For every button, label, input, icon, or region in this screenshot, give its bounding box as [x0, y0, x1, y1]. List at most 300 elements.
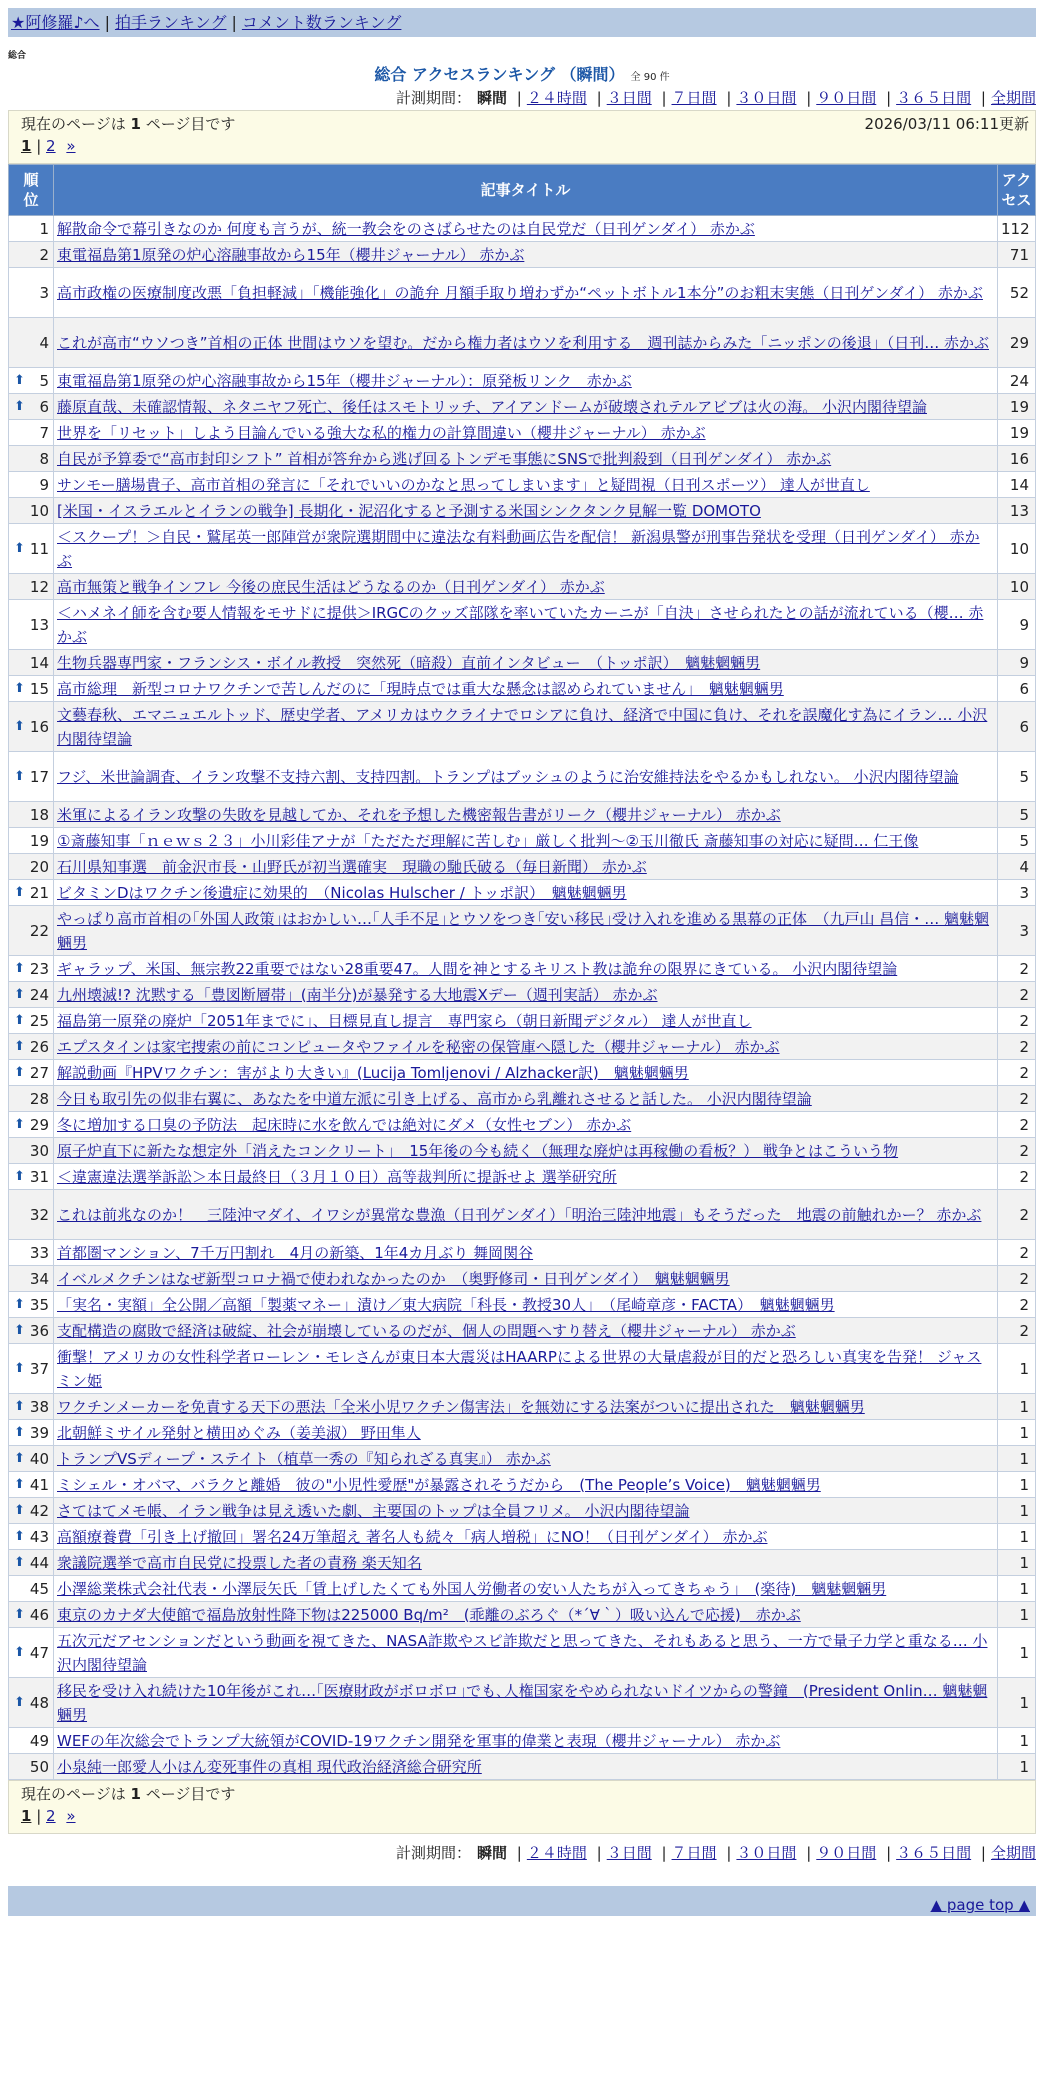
table-row [9, 216, 1036, 242]
rank-cell [9, 368, 54, 394]
up-arrow-icon: ⬆ [14, 1360, 25, 1376]
table-row [9, 956, 1036, 982]
article-link[interactable]: エプスタインは家宅捜索の前にコンピュータやファイルを秘密の保管庫へ隠した（櫻井ジャーナル） 赤かぶ [57, 1037, 780, 1056]
table-row [9, 1034, 1036, 1060]
up-arrow-icon: ⬆ [14, 960, 25, 976]
rank-cell [9, 318, 54, 368]
rank-number: 33 [29, 1243, 49, 1262]
article-link[interactable]: ミシェル・オバマ、バラクと離婚 彼の"小児性愛歴"が暴露されそうだから (The People’s Voice) 魑魅魍魎男 [57, 1475, 821, 1494]
article-link[interactable]: 自民が予算委で“高市封印シフト” 首相が答弁から逃げ回るトンデモ事態にSNSで批判殺到（日刊ゲンダイ） 赤かぶ [57, 449, 832, 468]
period-link-3d[interactable]: ３日間 [606, 89, 652, 107]
period-link-30d[interactable]: ３０日間 [736, 89, 797, 107]
table-row [9, 1754, 1036, 1780]
rank-number: 45 [29, 1579, 49, 1598]
title-cell [54, 574, 998, 600]
access-count: 5 [998, 802, 1036, 828]
rank-cell [9, 600, 54, 650]
rank-number: 2 [39, 245, 49, 264]
title-cell [54, 828, 998, 854]
up-arrow-icon: ⬆ [14, 1116, 25, 1132]
title-cell [54, 1498, 998, 1524]
up-arrow-icon: ⬆ [14, 1064, 25, 1080]
table-row [9, 1550, 1036, 1576]
article-link[interactable]: [米国・イスラエルとイランの戦争] 長期化・泥沼化すると予測する米国シンクタンク見解一覧 DOMOTO [57, 501, 761, 520]
ranking-table [8, 164, 1036, 1780]
rank-cell [9, 1446, 54, 1472]
article-link[interactable]: 五次元だアセンションだという動画を視てきた、NASA詐欺やスピ詐欺だと思ってきた、それもあると思う、一方で量子力学と重なる… 小沢内閣待望論 [57, 1631, 988, 1674]
rank-cell [9, 524, 54, 574]
title-cell [54, 1292, 998, 1318]
rank-cell [9, 446, 54, 472]
rank-number: 35 [29, 1295, 49, 1314]
article-link[interactable]: 小泉純一郎愛人小はん変死事件の真相 現代政治経済総合研究所 [57, 1757, 482, 1776]
table-row [9, 368, 1036, 394]
page-1-current: 1 [21, 137, 32, 155]
title-cell [54, 1138, 998, 1164]
access-count: 4 [998, 854, 1036, 880]
rank-number: 46 [29, 1605, 49, 1624]
period-link-24h[interactable]: ２４時間 [526, 89, 587, 107]
article-link[interactable]: ＜スクープ！＞自民・鷲尾英一郎陣営が衆院選期間中に違法な有料動画広告を配信！ 新潟県警が刑事告発状を受理（日刊ゲンダイ） 赤かぶ [57, 527, 980, 570]
period-link-90d[interactable]: ９０日間 [816, 89, 877, 107]
table-row [9, 1318, 1036, 1344]
table-row [9, 1344, 1036, 1394]
access-count: 2 [998, 1292, 1036, 1318]
page [8, 8, 1036, 1916]
article-link[interactable]: 藤原直哉、未確認情報、ネタニヤフ死亡、後任はスモトリッチ、アイアンドームが破壊されテルアビブは火の海。 小沢内閣待望論 [57, 397, 927, 416]
access-count: 29 [998, 318, 1036, 368]
title-cell [54, 1344, 998, 1394]
rank-number: 15 [29, 679, 49, 698]
period-link-90d[interactable]: ９０日間 [816, 1844, 877, 1862]
rank-number: 25 [29, 1011, 49, 1030]
rank-cell [9, 1240, 54, 1266]
period-label: 計測期間： [395, 1844, 471, 1862]
ranking-table-body [9, 216, 1036, 1780]
access-count: 2 [998, 1086, 1036, 1112]
rank-number: 48 [29, 1693, 49, 1712]
article-link[interactable]: 文藝春秋、エマニュエルトッド、歴史学者、アメリカはウクライナでロシアに負け、経済で中国に負け、それを誤魔化す為にイラン… 小沢内閣待望論 [57, 705, 988, 748]
article-link[interactable]: 衆議院選挙で高市自民党に投票した者の責務 楽天知名 [57, 1553, 422, 1572]
table-row [9, 752, 1036, 802]
access-count: 16 [998, 446, 1036, 472]
rank-number: 18 [29, 805, 49, 824]
rank-cell [9, 1472, 54, 1498]
title-cell [54, 1628, 998, 1678]
comment-ranking-link[interactable]: コメント数ランキング [241, 13, 402, 32]
up-arrow-icon: ⬆ [14, 1398, 25, 1414]
article-link[interactable]: 東電福島第1原発の炉心溶融事故から15年（櫻井ジャーナル）：原発板リンク 赤かぶ [57, 371, 632, 390]
article-link[interactable]: これは前兆なのか！ 三陸沖マダイ、イワシが異常な豊漁（日刊ゲンダイ）「明治三陸沖地震」もそうだった 地震の前触れかー？ 赤かぶ [57, 1205, 982, 1224]
rank-number: 44 [29, 1553, 49, 1572]
title-cell [54, 242, 998, 268]
nav-separator: | [231, 13, 237, 32]
rank-number: 5 [39, 371, 49, 390]
rank-number: 43 [29, 1527, 49, 1546]
rank-cell [9, 1318, 54, 1344]
rank-number: 31 [29, 1167, 49, 1186]
article-link[interactable]: 東電福島第1原発の炉心溶融事故から15年（櫻井ジャーナル） 赤かぶ [57, 245, 525, 264]
access-header: アク セス [998, 165, 1036, 216]
title-cell [54, 1086, 998, 1112]
article-link[interactable]: サンモー膳場貴子、高市首相の発言に「それでいいのかなと思ってしまいます」と疑問視（日刊スポーツ） 達人が世直し [57, 475, 870, 494]
rank-number: 29 [29, 1115, 49, 1134]
title-cell [54, 1678, 998, 1728]
rank-number: 21 [29, 883, 49, 902]
rank-cell [9, 880, 54, 906]
access-count: 10 [998, 574, 1036, 600]
access-count: 2 [998, 1034, 1036, 1060]
access-count: 1 [998, 1344, 1036, 1394]
table-row [9, 1420, 1036, 1446]
table-row [9, 1292, 1036, 1318]
article-link[interactable]: やっぱり高市首相の｢外国人政策｣はおかしい…｢人手不足｣とウソをつき｢安い移民｣受け入れを進める黒幕の正体 （九戸山 昌信・… 魑魅魍魎男 [57, 909, 990, 952]
article-link[interactable]: 世界を「リセット」しよう目論んでいる強大な私的権力の計算間違い（櫻井ジャーナル） 赤かぶ [57, 423, 706, 442]
up-arrow-icon: ⬆ [14, 986, 25, 1002]
title-cell [54, 1318, 998, 1344]
title-cell [54, 880, 998, 906]
page-2-link[interactable]: 2 [46, 1807, 56, 1825]
rank-number: 40 [29, 1449, 49, 1468]
article-link[interactable]: ワクチンメーカーを免責する天下の悪法「全米小児ワクチン傷害法」を無効にする法案がついに提出された 魑魅魍魎男 [57, 1397, 865, 1416]
rank-cell [9, 420, 54, 446]
table-row [9, 1138, 1036, 1164]
rank-cell [9, 1498, 54, 1524]
title-cell [54, 1472, 998, 1498]
home-link[interactable]: ★阿修羅♪へ [11, 13, 100, 32]
title-cell [54, 368, 998, 394]
access-count: 2 [998, 1240, 1036, 1266]
up-arrow-icon: ⬆ [14, 1606, 25, 1622]
title-cell [54, 268, 998, 318]
access-count: 13 [998, 498, 1036, 524]
article-link[interactable]: 首都圏マンション、7千万円割れ 4月の新築、1年4カ月ぶり 舞岡関谷 [57, 1243, 534, 1262]
rank-number: 10 [29, 501, 49, 520]
title-cell [54, 1164, 998, 1190]
title-cell [54, 956, 998, 982]
title-cell [54, 906, 998, 956]
table-row [9, 1472, 1036, 1498]
rank-number: 37 [29, 1359, 49, 1378]
title-cell [54, 1240, 998, 1266]
table-row [9, 600, 1036, 650]
table-row [9, 1498, 1036, 1524]
title-cell [54, 752, 998, 802]
title-cell [54, 1524, 998, 1550]
table-row [9, 1524, 1036, 1550]
page-title-box [8, 64, 1036, 86]
article-link[interactable]: 冬に増加する口臭の予防法 起床時に水を飲んでは絶対にダメ（女性セブン） 赤かぶ [57, 1115, 632, 1134]
access-count: 2 [998, 1060, 1036, 1086]
title-header: 記事タイトル [54, 165, 998, 216]
access-count: 9 [998, 650, 1036, 676]
title-cell [54, 1602, 998, 1628]
access-count: 1 [998, 1394, 1036, 1420]
rank-number: 36 [29, 1321, 49, 1340]
article-link[interactable]: WEFの年次総会でトランプ大統領がCOVID-19ワクチン開発を軍事的偉業と表現（櫻井ジャーナル） 赤かぶ [57, 1731, 781, 1750]
rank-number: 9 [39, 475, 49, 494]
rank-number: 11 [29, 539, 49, 558]
access-count: 10 [998, 524, 1036, 574]
article-link[interactable]: 福島第一原発の廃炉「2051年までに」、目標見直し提言 専門家ら（朝日新聞デジタル） 達人が世直し [57, 1011, 752, 1030]
page-links: 1 | 2 » [21, 137, 76, 155]
rank-cell [9, 650, 54, 676]
table-row [9, 906, 1036, 956]
title-cell [54, 802, 998, 828]
rank-cell [9, 854, 54, 880]
rank-number: 32 [29, 1205, 49, 1224]
rank-number: 28 [29, 1089, 49, 1108]
title-cell [54, 1008, 998, 1034]
article-link[interactable]: 東京のカナダ大使館で福島放射性降下物は225000 Bq/m² (乖離のぶろぐ（*´∀｀）吸い込んで応援) 赤かぶ [57, 1605, 801, 1624]
table-row [9, 1266, 1036, 1292]
access-count: 2 [998, 1266, 1036, 1292]
access-count: 2 [998, 1164, 1036, 1190]
article-link[interactable]: フジ、米世論調査、イラン攻撃不支持六割、支持四割。トランプはブッシュのように治安維持法をやるかもしれない。 小沢内閣待望論 [57, 767, 959, 786]
rank-cell [9, 268, 54, 318]
rank-cell [9, 1420, 54, 1446]
article-link[interactable]: イベルメクチンはなぜ新型コロナ禍で使われなかったのか （奥野修司・日刊ゲンダイ） 魑魅魍魎男 [57, 1269, 730, 1288]
rank-number: 16 [29, 717, 49, 736]
period-link-all[interactable]: 全期間 [990, 89, 1036, 107]
rank-number: 34 [29, 1269, 49, 1288]
access-count: 2 [998, 1138, 1036, 1164]
table-row [9, 1394, 1036, 1420]
rank-number: 6 [39, 397, 49, 416]
up-arrow-icon: ⬆ [14, 718, 25, 734]
article-link[interactable]: ＜違憲違法選挙訴訟＞本日最終日（３月１０日）高等裁判所に提訴せよ 選挙研究所 [57, 1167, 617, 1186]
page-top-link[interactable]: ▲ page top ▲ [930, 1896, 1030, 1914]
period-link-365d[interactable]: ３６５日間 [896, 89, 972, 107]
rank-cell [9, 802, 54, 828]
clap-ranking-link[interactable]: 拍手ランキング [114, 13, 227, 32]
rank-number: 8 [39, 449, 49, 468]
title-cell [54, 1576, 998, 1602]
access-count: 1 [998, 1576, 1036, 1602]
rank-cell [9, 956, 54, 982]
title-cell [54, 1420, 998, 1446]
title-cell [54, 1754, 998, 1780]
table-row [9, 498, 1036, 524]
rank-cell [9, 1394, 54, 1420]
period-link-24h[interactable]: ２４時間 [526, 1844, 587, 1862]
table-row [9, 1190, 1036, 1240]
access-count: 1 [998, 1628, 1036, 1678]
period-link-30d[interactable]: ３０日間 [736, 1844, 797, 1862]
table-row [9, 1602, 1036, 1628]
next-page-link[interactable]: » [66, 137, 76, 155]
article-link[interactable]: 高市無策と戦争インフレ 今後の庶民生活はどうなるのか（日刊ゲンダイ） 赤かぶ [57, 577, 605, 596]
up-arrow-icon: ⬆ [14, 1012, 25, 1028]
pager-bottom [8, 1780, 1036, 1834]
article-link[interactable]: ギャラップ、米国、無宗教22重要ではない28重要47。人間を神とするキリスト教は詭弁の限界にきている。 小沢内閣待望論 [57, 959, 898, 978]
access-count: 2 [998, 982, 1036, 1008]
article-link[interactable]: 高市政権の医療制度改悪「負担軽減」「機能強化」の詭弁 月額手取り増わずか“ペットボトル1本分”のお粗末実態（日刊ゲンダイ） 赤かぶ [57, 283, 983, 302]
up-arrow-icon: ⬆ [14, 1322, 25, 1338]
rank-cell [9, 1190, 54, 1240]
access-count: 1 [998, 1754, 1036, 1780]
rank-cell [9, 752, 54, 802]
title-cell [54, 676, 998, 702]
period-link-7d[interactable]: ７日間 [671, 89, 717, 107]
period-current: 瞬間 [476, 89, 507, 107]
article-link[interactable]: 北朝鮮ミサイル発射と横田めぐみ（姜美淑） 野田隼人 [57, 1423, 421, 1442]
rank-cell [9, 828, 54, 854]
article-link[interactable]: 九州壊滅!? 沈黙する「豊図断層帯」(南半分)が暴発する大地震Xデー（週刊実話） 赤かぶ [57, 985, 658, 1004]
access-count: 1 [998, 1524, 1036, 1550]
title-cell [54, 1034, 998, 1060]
rank-number: 26 [29, 1037, 49, 1056]
rank-number: 7 [39, 423, 49, 442]
article-link[interactable]: 支配構造の腐敗で経済は破綻、社会が崩壊しているのだが、個人の問題へすり替え（櫻井ジャーナル） 赤かぶ [57, 1321, 796, 1340]
article-link[interactable]: これが高市“ウソつき”首相の正体 世間はウソを望む。だから権力者はウソを利用する 週刊誌からみた「ニッポンの後退」（日刊… 赤かぶ [57, 333, 989, 352]
rank-cell [9, 242, 54, 268]
table-row [9, 702, 1036, 752]
access-count: 5 [998, 828, 1036, 854]
rank-cell [9, 574, 54, 600]
article-link[interactable]: ①斎藤知事「ｎｅｗｓ２３」小川彩佳アナが「ただただ理解に苦しむ」厳しく批判～②玉川徹氏 斎藤知事の対応に疑問… 仁王像 [57, 831, 919, 850]
title-cell [54, 1550, 998, 1576]
rank-cell [9, 1060, 54, 1086]
rank-cell [9, 1112, 54, 1138]
up-arrow-icon: ⬆ [14, 1554, 25, 1570]
title-cell [54, 1728, 998, 1754]
table-row [9, 1446, 1036, 1472]
page-title: 総合 アクセスランキング （瞬間） [374, 65, 625, 84]
period-link-365d[interactable]: ３６５日間 [896, 1844, 972, 1862]
article-link[interactable]: 移民を受け入れ続けた10年後がこれ…｢医療財政がボロボロ｣でも､人権国家をやめられないドイツからの警鐘 (President Onlin… 魑魅魍魎男 [57, 1681, 988, 1724]
title-cell [54, 650, 998, 676]
rank-cell [9, 702, 54, 752]
rank-number: 22 [29, 921, 49, 940]
article-link[interactable]: 原子炉直下に新たな想定外「消えたコンクリート」 15年後の今も続く（無理な廃炉は再稼働の看板？） 戦争とはこういう物 [57, 1141, 899, 1160]
up-arrow-icon: ⬆ [14, 1450, 25, 1466]
rank-cell [9, 1138, 54, 1164]
title-cell [54, 420, 998, 446]
title-cell [54, 446, 998, 472]
title-cell [54, 472, 998, 498]
article-link[interactable]: さてはてメモ帳、イラン戦争は見え透いた劇、主要国のトップは全員フリメ。 小沢内閣待望論 [57, 1501, 690, 1520]
article-link[interactable]: 「実名・実額」全公開／高額「製薬マネー」漬け／東大病院「科長・教授30人」 （尾崎章彦・FACTA） 魑魅魍魎男 [57, 1295, 835, 1314]
rank-cell [9, 1628, 54, 1678]
table-row [9, 854, 1036, 880]
article-link[interactable]: 石川県知事選 前金沢市長・山野氏が初当選確実 現職の馳氏破る（毎日新聞） 赤かぶ [57, 857, 647, 876]
title-cell [54, 394, 998, 420]
access-count: 1 [998, 1678, 1036, 1728]
access-count: 2 [998, 1190, 1036, 1240]
rank-number: 23 [29, 959, 49, 978]
title-cell [54, 1190, 998, 1240]
rank-cell [9, 1292, 54, 1318]
rank-cell [9, 1344, 54, 1394]
period-link-7d[interactable]: ７日間 [671, 1844, 717, 1862]
article-link[interactable]: 米軍によるイラン攻撃の失敗を見越してか、それを予想した機密報告書がリーク（櫻井ジャーナル） 赤かぶ [57, 805, 781, 824]
next-page-link[interactable]: » [66, 1807, 76, 1825]
access-count: 6 [998, 676, 1036, 702]
table-row [9, 1576, 1036, 1602]
up-arrow-icon: ⬆ [14, 372, 25, 388]
access-count: 2 [998, 1318, 1036, 1344]
table-row [9, 524, 1036, 574]
article-link[interactable]: 解説動画『HPVワクチン：害がより大きい』(Lucija Tomljenovi / Alzhacker訳) 魑魅魍魎男 [57, 1063, 689, 1082]
up-arrow-icon: ⬆ [14, 540, 25, 556]
rank-number: 27 [29, 1063, 49, 1082]
table-row [9, 1060, 1036, 1086]
rank-number: 30 [29, 1141, 49, 1160]
access-count: 1 [998, 1472, 1036, 1498]
table-row [9, 880, 1036, 906]
access-count: 1 [998, 1550, 1036, 1576]
rank-cell [9, 1550, 54, 1576]
article-link[interactable]: 生物兵器専門家・フランシス・ボイル教授 突然死（暗殺）直前インタビュー （トッポ訳） 魑魅魍魎男 [57, 653, 761, 672]
article-link[interactable]: ビタミンDはワクチン後遺症に効果的 （Nicolas Hulscher / トッポ訳） 魑魅魍魎男 [57, 883, 627, 902]
table-row [9, 574, 1036, 600]
up-arrow-icon: ⬆ [14, 680, 25, 696]
article-link[interactable]: 今日も取引先の似非右翼に、あなたを中道左派に引き上げる、高市から乳離れさせると話した。 小沢内閣待望論 [57, 1089, 812, 1108]
page-2-link[interactable]: 2 [46, 137, 56, 155]
up-arrow-icon: ⬆ [14, 1694, 25, 1710]
rank-number: 38 [29, 1397, 49, 1416]
up-arrow-icon: ⬆ [14, 1296, 25, 1312]
article-link[interactable]: 高市総理 新型コロナワクチンで苦しんだのに「現時点では重大な懸念は認められていません」 魑魅魍魎男 [57, 679, 784, 698]
access-count: 24 [998, 368, 1036, 394]
up-arrow-icon: ⬆ [14, 884, 25, 900]
rank-cell [9, 1008, 54, 1034]
period-link-all[interactable]: 全期間 [990, 1844, 1036, 1862]
title-cell [54, 1060, 998, 1086]
article-link[interactable]: 解散命令で幕引きなのか 何度も言うが、統一教会をのさばらせたのは自民党だ（日刊ゲンダイ） 赤かぶ [57, 219, 755, 238]
article-link[interactable]: 衝撃！アメリカの女性科学者ローレン・モレさんが東日本大震災はHAARPによる世界の大量虐殺が目的だと恐ろしい真実を告発！ ジャスミン姫 [57, 1347, 982, 1390]
rank-number: 42 [29, 1501, 49, 1520]
up-arrow-icon: ⬆ [14, 768, 25, 784]
rank-cell [9, 1602, 54, 1628]
article-link[interactable]: トランプVSディープ・ステイト（植草一秀の『知られざる真実』） 赤かぶ [57, 1449, 551, 1468]
article-link[interactable]: 小澤総業株式会社代表・小澤辰矢氏「賃上げしたくても外国人労働者の安い人たちが入ってきちゃう」 (楽待) 魑魅魍魎男 [57, 1579, 887, 1598]
current-page-text: 現在のページは 1 ページ目です [21, 1785, 236, 1803]
rank-cell [9, 394, 54, 420]
access-count: 5 [998, 752, 1036, 802]
title-cell [54, 702, 998, 752]
rank-number: 13 [29, 615, 49, 634]
title-cell [54, 318, 998, 368]
rank-cell [9, 498, 54, 524]
rank-number: 17 [29, 767, 49, 786]
title-cell [54, 498, 998, 524]
access-count: 19 [998, 420, 1036, 446]
rank-cell [9, 472, 54, 498]
rank-cell [9, 1164, 54, 1190]
breadcrumb: 総合 [8, 51, 27, 61]
access-count: 6 [998, 702, 1036, 752]
title-cell [54, 1112, 998, 1138]
table-row [9, 1008, 1036, 1034]
up-arrow-icon: ⬆ [14, 398, 25, 414]
updated-timestamp: 2026/03/11 06:11更新 [864, 115, 1029, 133]
article-link[interactable]: 高額療養費「引き上げ撤回」署名24万筆超え 著名人も続々「病人増税」にNO！（日刊ゲンダイ） 赤かぶ [57, 1527, 768, 1546]
table-row [9, 1240, 1036, 1266]
rank-number: 19 [29, 831, 49, 850]
access-count: 2 [998, 1008, 1036, 1034]
access-count: 3 [998, 880, 1036, 906]
up-arrow-icon: ⬆ [14, 1168, 25, 1184]
access-count: 14 [998, 472, 1036, 498]
access-count: 2 [998, 956, 1036, 982]
access-count: 1 [998, 1446, 1036, 1472]
period-link-3d[interactable]: ３日間 [606, 1844, 652, 1862]
table-row [9, 318, 1036, 368]
article-link[interactable]: ＜ハメネイ師を含む要人情報をモサドに提供＞IRGCのクッズ部隊を率いていたカーニが「自決」させられたとの話が流れている（櫻… 赤かぶ [57, 603, 984, 646]
pager-top [8, 110, 1036, 164]
